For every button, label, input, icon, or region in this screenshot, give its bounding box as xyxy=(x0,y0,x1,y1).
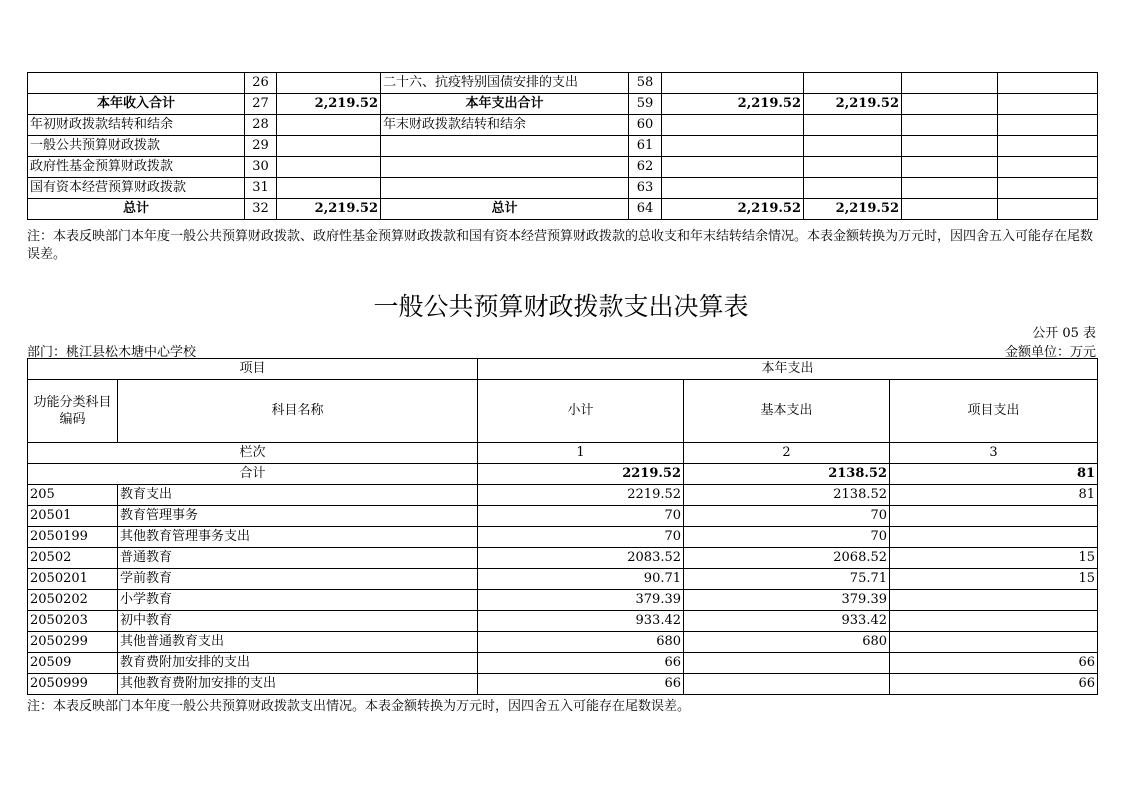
col-basic: 基本支出 xyxy=(684,380,890,443)
right-value-2 xyxy=(804,115,902,136)
row-code: 20509 xyxy=(28,653,118,674)
row-subtotal: 379.39 xyxy=(478,590,684,611)
right-value-2 xyxy=(804,73,902,94)
row-name: 教育费附加安排的支出 xyxy=(118,653,478,674)
table-row xyxy=(28,136,1098,157)
row-project: 81 xyxy=(890,485,1098,506)
row-subtotal: 680 xyxy=(478,632,684,653)
row-subtotal: 70 xyxy=(478,506,684,527)
right-label xyxy=(381,157,629,178)
col-subtotal: 小计 xyxy=(478,380,684,443)
left-label: 一般公共预算财政拨款 xyxy=(28,136,245,157)
row-project: 15 xyxy=(890,548,1098,569)
summary-table xyxy=(27,72,1098,220)
right-row-number: 59 xyxy=(629,94,662,115)
right-value-1: 2,219.52 xyxy=(662,94,804,115)
left-row-number: 26 xyxy=(245,73,277,94)
header-row xyxy=(28,359,1098,380)
left-label: 总计 xyxy=(28,199,245,220)
row-subtotal: 933.42 xyxy=(478,611,684,632)
row-name: 学前教育 xyxy=(118,569,478,590)
expenditure-table xyxy=(27,358,1098,695)
row-name: 其他教育费附加安排的支出 xyxy=(118,674,478,695)
form-number: 公开 05 表 xyxy=(1032,326,1096,341)
row-basic: 933.42 xyxy=(684,611,890,632)
total-subtotal: 2219.52 xyxy=(478,464,684,485)
right-value-3 xyxy=(902,157,998,178)
row-name: 教育支出 xyxy=(118,485,478,506)
table-row xyxy=(28,485,1098,506)
table-row xyxy=(28,590,1098,611)
right-row-number: 62 xyxy=(629,157,662,178)
lanci-2: 2 xyxy=(684,443,890,464)
right-value-3 xyxy=(902,73,998,94)
left-row-number: 30 xyxy=(245,157,277,178)
row-code: 2050999 xyxy=(28,674,118,695)
row-code: 2050201 xyxy=(28,569,118,590)
right-value-2: 2,219.52 xyxy=(804,199,902,220)
left-label: 政府性基金预算财政拨款 xyxy=(28,157,245,178)
row-name: 初中教育 xyxy=(118,611,478,632)
table-row xyxy=(28,674,1098,695)
row-basic: 2138.52 xyxy=(684,485,890,506)
left-amount xyxy=(277,115,381,136)
row-code: 2050202 xyxy=(28,590,118,611)
total-basic: 2138.52 xyxy=(684,464,890,485)
expenditure-note: 注：本表反映部门本年度一般公共预算财政拨款支出情况。本表金额转换为万元时，因四舍五入可能存在尾数误差。 xyxy=(27,699,691,714)
right-value-4 xyxy=(998,136,1098,157)
lanci-row xyxy=(28,443,1098,464)
right-label: 总计 xyxy=(381,199,629,220)
row-subtotal: 66 xyxy=(478,653,684,674)
header-item: 项目 xyxy=(28,359,478,380)
right-row-number: 58 xyxy=(629,73,662,94)
header-spend: 本年支出 xyxy=(478,359,1098,380)
row-basic: 680 xyxy=(684,632,890,653)
right-label xyxy=(381,178,629,199)
left-row-number: 32 xyxy=(245,199,277,220)
left-row-number: 28 xyxy=(245,115,277,136)
right-row-number: 61 xyxy=(629,136,662,157)
row-project xyxy=(890,527,1098,548)
table-row xyxy=(28,632,1098,653)
col-code: 功能分类科目编码 xyxy=(28,380,118,443)
right-value-3 xyxy=(902,94,998,115)
table-row xyxy=(28,73,1098,94)
right-label: 年末财政拨款结转和结余 xyxy=(381,115,629,136)
right-value-2 xyxy=(804,136,902,157)
left-label: 本年收入合计 xyxy=(28,94,245,115)
lanci-1: 1 xyxy=(478,443,684,464)
right-value-1 xyxy=(662,157,804,178)
right-value-4 xyxy=(998,94,1098,115)
subheader-row xyxy=(28,380,1098,443)
table-row xyxy=(28,157,1098,178)
row-code: 2050203 xyxy=(28,611,118,632)
table-row xyxy=(28,548,1098,569)
right-value-3 xyxy=(902,115,998,136)
left-row-number: 27 xyxy=(245,94,277,115)
right-value-2 xyxy=(804,157,902,178)
right-value-2: 2,219.52 xyxy=(804,94,902,115)
row-name: 教育管理事务 xyxy=(118,506,478,527)
row-name: 普通教育 xyxy=(118,548,478,569)
row-basic xyxy=(684,674,890,695)
right-row-number: 60 xyxy=(629,115,662,136)
left-row-number: 29 xyxy=(245,136,277,157)
left-amount xyxy=(277,73,381,94)
row-project xyxy=(890,611,1098,632)
table-row xyxy=(28,653,1098,674)
right-label: 本年支出合计 xyxy=(381,94,629,115)
row-basic: 75.71 xyxy=(684,569,890,590)
right-row-number: 63 xyxy=(629,178,662,199)
row-subtotal: 2083.52 xyxy=(478,548,684,569)
right-value-4 xyxy=(998,73,1098,94)
right-value-4 xyxy=(998,178,1098,199)
right-value-4 xyxy=(998,157,1098,178)
right-label: 二十六、抗疫特别国债安排的支出 xyxy=(381,73,629,94)
left-amount: 2,219.52 xyxy=(277,94,381,115)
row-basic: 379.39 xyxy=(684,590,890,611)
table-row xyxy=(28,94,1098,115)
row-subtotal: 2219.52 xyxy=(478,485,684,506)
right-value-1 xyxy=(662,178,804,199)
table-row xyxy=(28,178,1098,199)
row-subtotal: 66 xyxy=(478,674,684,695)
summary-note: 注：本表反映部门本年度一般公共预算财政拨款、政府性基金预算财政拨款和国有资本经营预算财政拨款的总收支和年末结转结余情况。本表金额转换为万元时，因四舍五入可能存在尾数误差。 xyxy=(27,229,1094,262)
row-project xyxy=(890,506,1098,527)
row-basic: 70 xyxy=(684,527,890,548)
row-code: 20501 xyxy=(28,506,118,527)
right-value-1 xyxy=(662,73,804,94)
lanci-label: 栏次 xyxy=(28,443,478,464)
row-basic: 70 xyxy=(684,506,890,527)
row-project xyxy=(890,590,1098,611)
right-value-1: 2,219.52 xyxy=(662,199,804,220)
table-row xyxy=(28,199,1098,220)
left-label xyxy=(28,73,245,94)
department-label: 部门：桃江县松木塘中心学校 xyxy=(27,345,197,360)
left-amount xyxy=(277,157,381,178)
row-project: 15 xyxy=(890,569,1098,590)
row-basic: 2068.52 xyxy=(684,548,890,569)
left-label: 国有资本经营预算财政拨款 xyxy=(28,178,245,199)
table-row xyxy=(28,569,1098,590)
page-title: 一般公共预算财政拨款支出决算表 xyxy=(373,292,749,321)
left-label: 年初财政拨款结转和结余 xyxy=(28,115,245,136)
col-project: 项目支出 xyxy=(890,380,1098,443)
right-row-number: 64 xyxy=(629,199,662,220)
right-value-1 xyxy=(662,115,804,136)
table-row xyxy=(28,506,1098,527)
row-project: 66 xyxy=(890,674,1098,695)
row-basic xyxy=(684,653,890,674)
row-code: 2050199 xyxy=(28,527,118,548)
left-amount: 2,219.52 xyxy=(277,199,381,220)
left-amount xyxy=(277,178,381,199)
total-label: 合计 xyxy=(28,464,478,485)
col-name: 科目名称 xyxy=(118,380,478,443)
table-row xyxy=(28,115,1098,136)
row-project: 66 xyxy=(890,653,1098,674)
right-label xyxy=(381,136,629,157)
table-row xyxy=(28,527,1098,548)
right-value-2 xyxy=(804,178,902,199)
row-name: 其他教育管理事务支出 xyxy=(118,527,478,548)
lanci-3: 3 xyxy=(890,443,1098,464)
right-value-3 xyxy=(902,178,998,199)
row-subtotal: 70 xyxy=(478,527,684,548)
right-value-1 xyxy=(662,136,804,157)
row-code: 2050299 xyxy=(28,632,118,653)
row-subtotal: 90.71 xyxy=(478,569,684,590)
right-value-3 xyxy=(902,199,998,220)
row-name: 其他普通教育支出 xyxy=(118,632,478,653)
right-value-3 xyxy=(902,136,998,157)
total-project: 81 xyxy=(890,464,1098,485)
row-name: 小学教育 xyxy=(118,590,478,611)
left-row-number: 31 xyxy=(245,178,277,199)
total-row xyxy=(28,464,1098,485)
row-project xyxy=(890,632,1098,653)
table-row xyxy=(28,611,1098,632)
right-value-4 xyxy=(998,199,1098,220)
unit-label: 金额单位：万元 xyxy=(1004,345,1096,360)
left-amount xyxy=(277,136,381,157)
row-code: 20502 xyxy=(28,548,118,569)
row-code: 205 xyxy=(28,485,118,506)
right-value-4 xyxy=(998,115,1098,136)
